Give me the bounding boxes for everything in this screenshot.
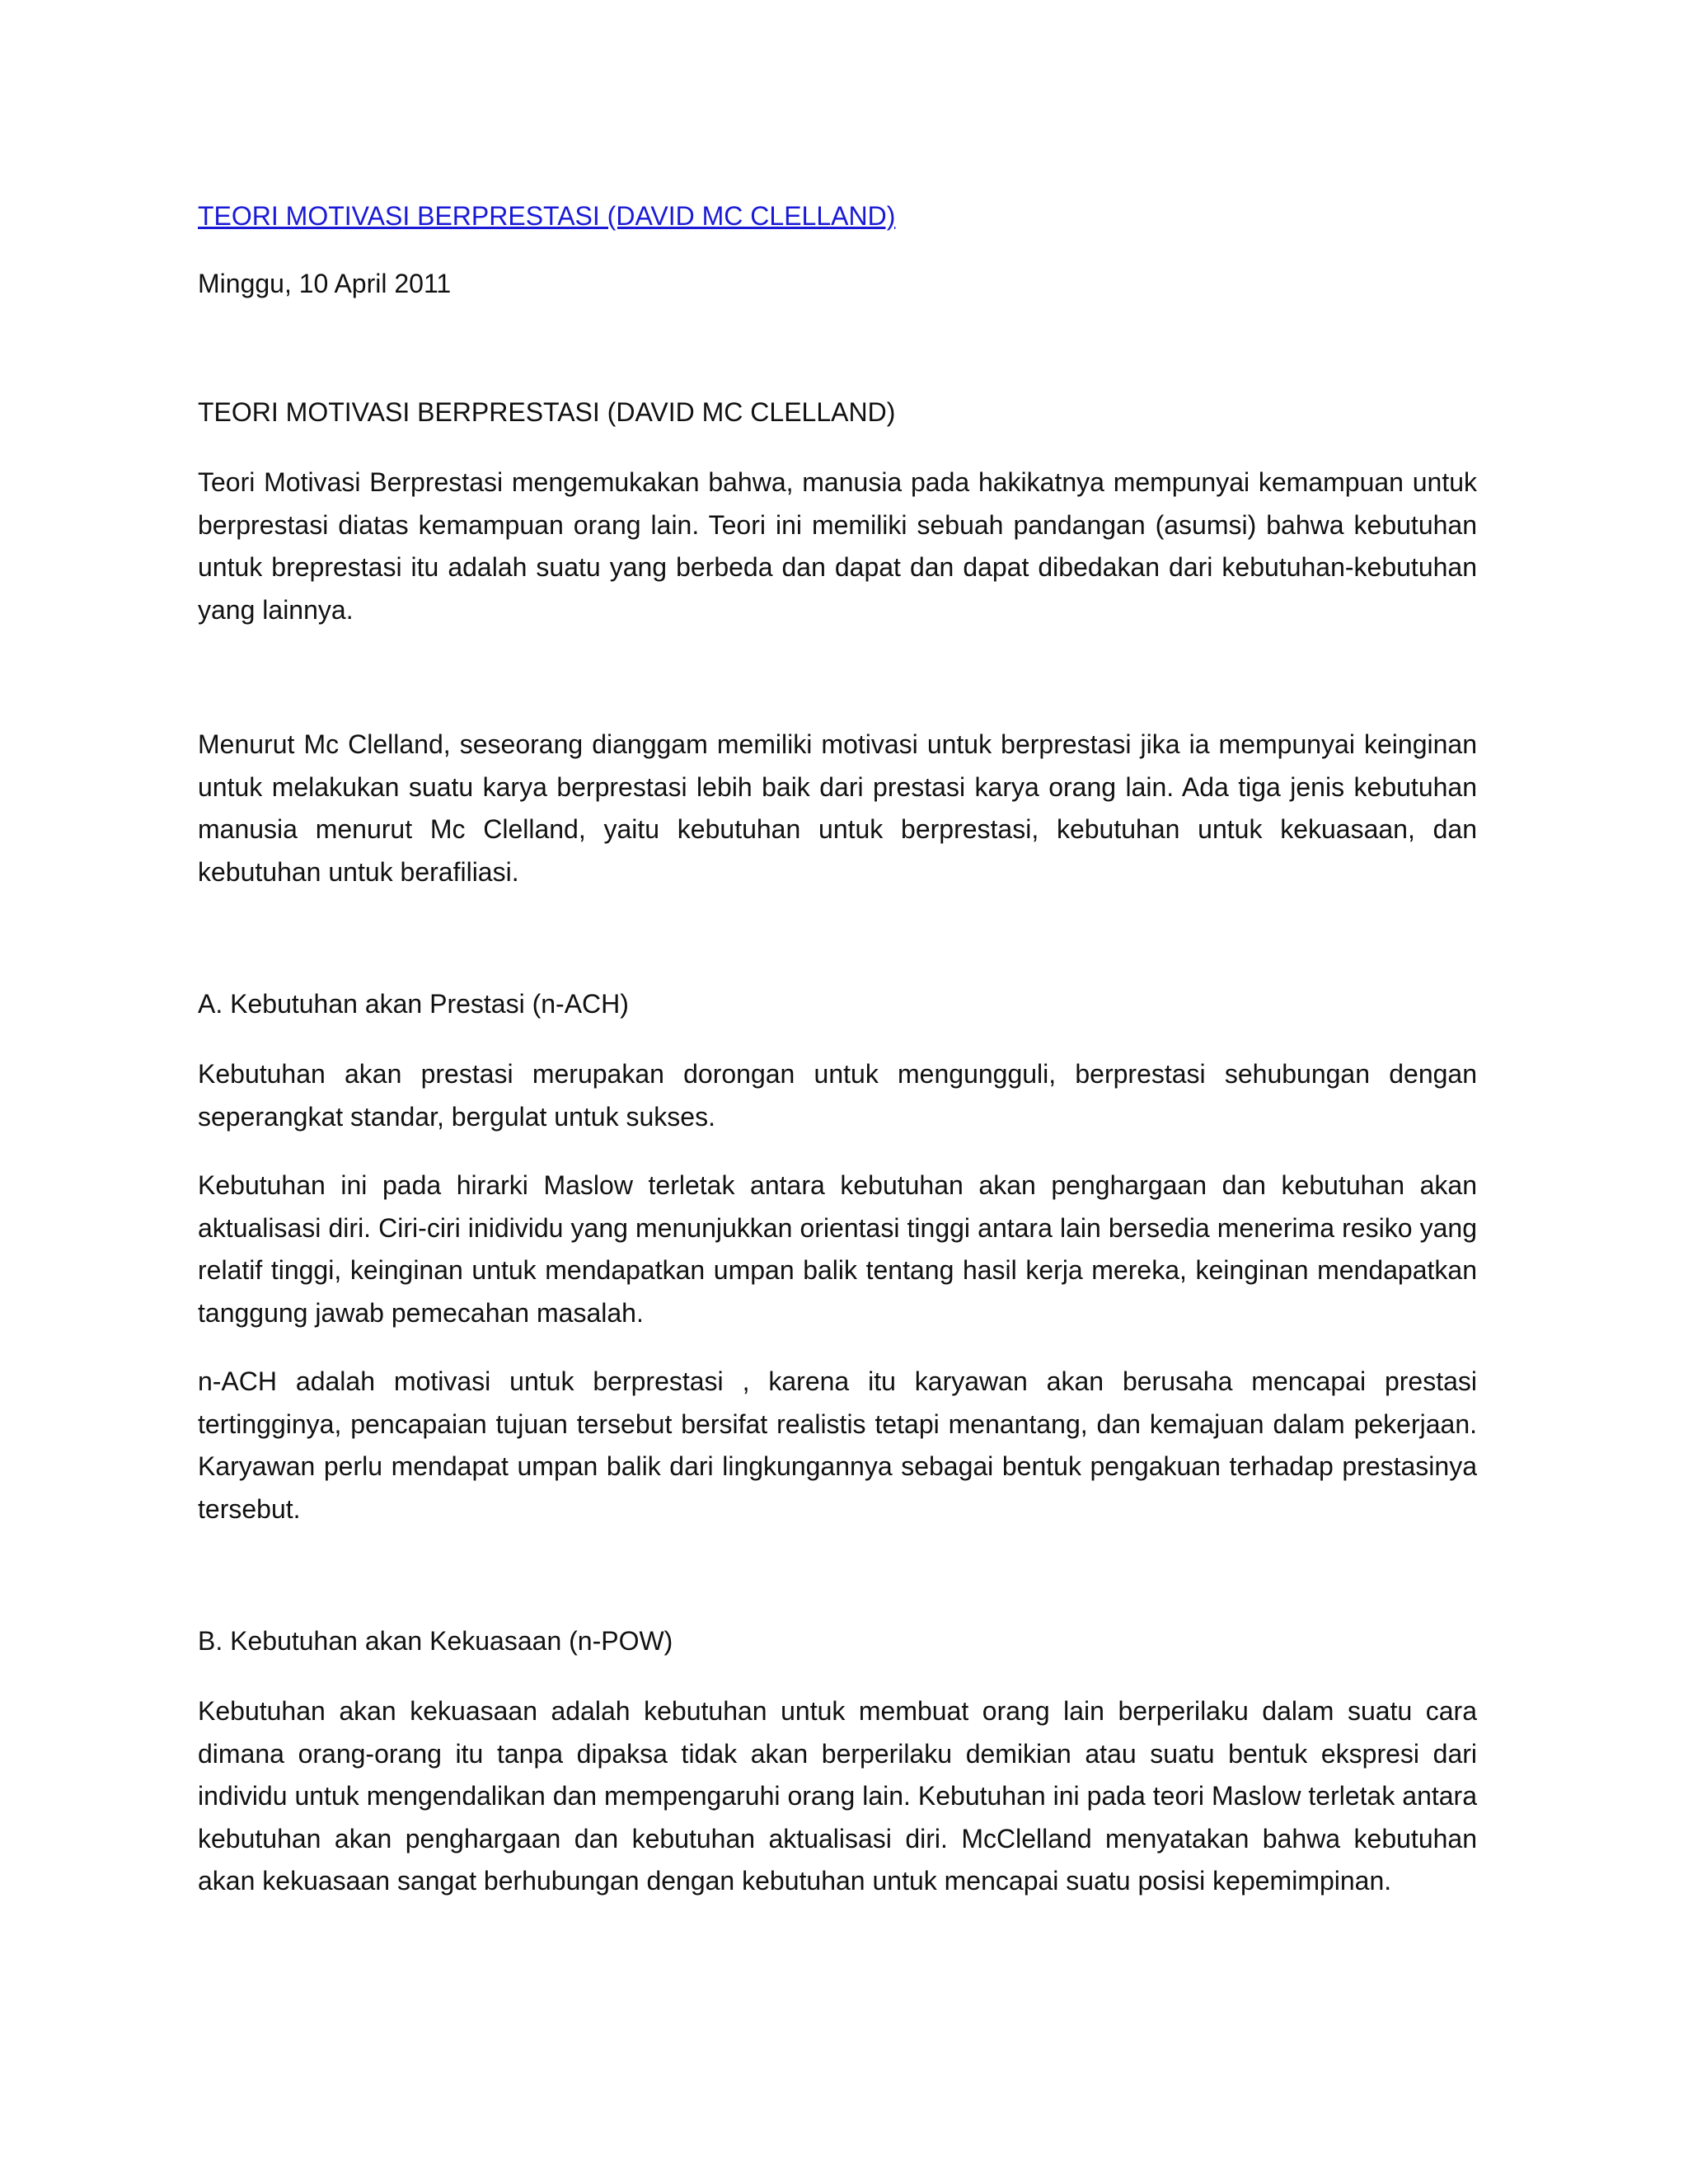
post-date: Minggu, 10 April 2011: [198, 269, 452, 298]
title-link[interactable]: TEORI MOTIVASI BERPRESTASI (DAVID MC CLELLAND): [198, 201, 896, 231]
section-b-paragraph-1: Kebutuhan akan kekuasaan adalah kebutuhan untuk membuat orang lain berperilaku dalam suatu cara dimana orang-orang itu tanpa dipaksa tidak akan berperilaku demikian atau suatu bentuk ekspresi dari individu untuk mengendalikan dan mempengaruhi orang lain. Kebutuhan ini pada teori Maslow terletak antara kebutuhan akan penghargaan dan kebutuhan aktualisasi diri. McClelland menyatakan bahwa kebutuhan akan kekuasaan sangat berhubungan dengan kebutuhan untuk mencapai suatu posisi kepemimpinan.: [198, 1696, 1477, 1896]
section-a-paragraph-2: Kebutuhan ini pada hirarki Maslow terletak antara kebutuhan akan penghargaan dan kebutuhan akan aktualisasi diri. Ciri-ciri inidividu yang menunjukkan orientasi tinggi antara lain bersedia menerima resiko yang relatif tinggi, keinginan untuk mendapatkan umpan balik tentang hasil kerja mereka, keinginan mendapatkan tanggung jawab pemecahan masalah.: [198, 1170, 1477, 1328]
document-page: [198, 198, 1477, 1929]
intro-paragraph-1: Teori Motivasi Berprestasi mengemukakan bahwa, manusia pada hakikatnya mempunyai kemampuan untuk berprestasi diatas kemampuan orang lain. Teori ini memiliki sebuah pandangan (asumsi) bahwa kebutuhan untuk breprestasi itu adalah suatu yang berbeda dan dapat dan dapat dibedakan dari kebutuhan-kebutuhan yang lainnya.: [198, 467, 1477, 625]
section-a-paragraph-3: n-ACH adalah motivasi untuk berprestasi , karena itu karyawan akan berusaha mencapai prestasi tertingginya, pencapaian tujuan tersebut bersifat realistis tetapi menantang, dan kemajuan dalam pekerjaan. Karyawan perlu mendapat umpan balik dari lingkungannya sebagai bentuk pengakuan terhadap prestasinya tersebut.: [198, 1366, 1477, 1524]
intro-paragraph-2: Menurut Mc Clelland, seseorang dianggam memiliki motivasi untuk berprestasi jika ia mempunyai keinginan untuk melakukan suatu karya berprestasi lebih baik dari prestasi karya orang lain. Ada tiga jenis kebutuhan manusia menurut Mc Clelland, yaitu kebutuhan untuk berprestasi, kebutuhan untuk kekuasaan, dan kebutuhan untuk berafiliasi.: [198, 729, 1477, 887]
section-b-heading: B. Kebutuhan akan Kekuasaan (n-POW): [198, 1626, 673, 1656]
article-heading: TEORI MOTIVASI BERPRESTASI (DAVID MC CLELLAND): [198, 397, 896, 427]
section-a-paragraph-1: Kebutuhan akan prestasi merupakan dorongan untuk mengungguli, berprestasi sehubungan dengan seperangkat standar, bergulat untuk sukses.: [198, 1059, 1477, 1132]
section-a-heading: A. Kebutuhan akan Prestasi (n-ACH): [198, 989, 629, 1019]
